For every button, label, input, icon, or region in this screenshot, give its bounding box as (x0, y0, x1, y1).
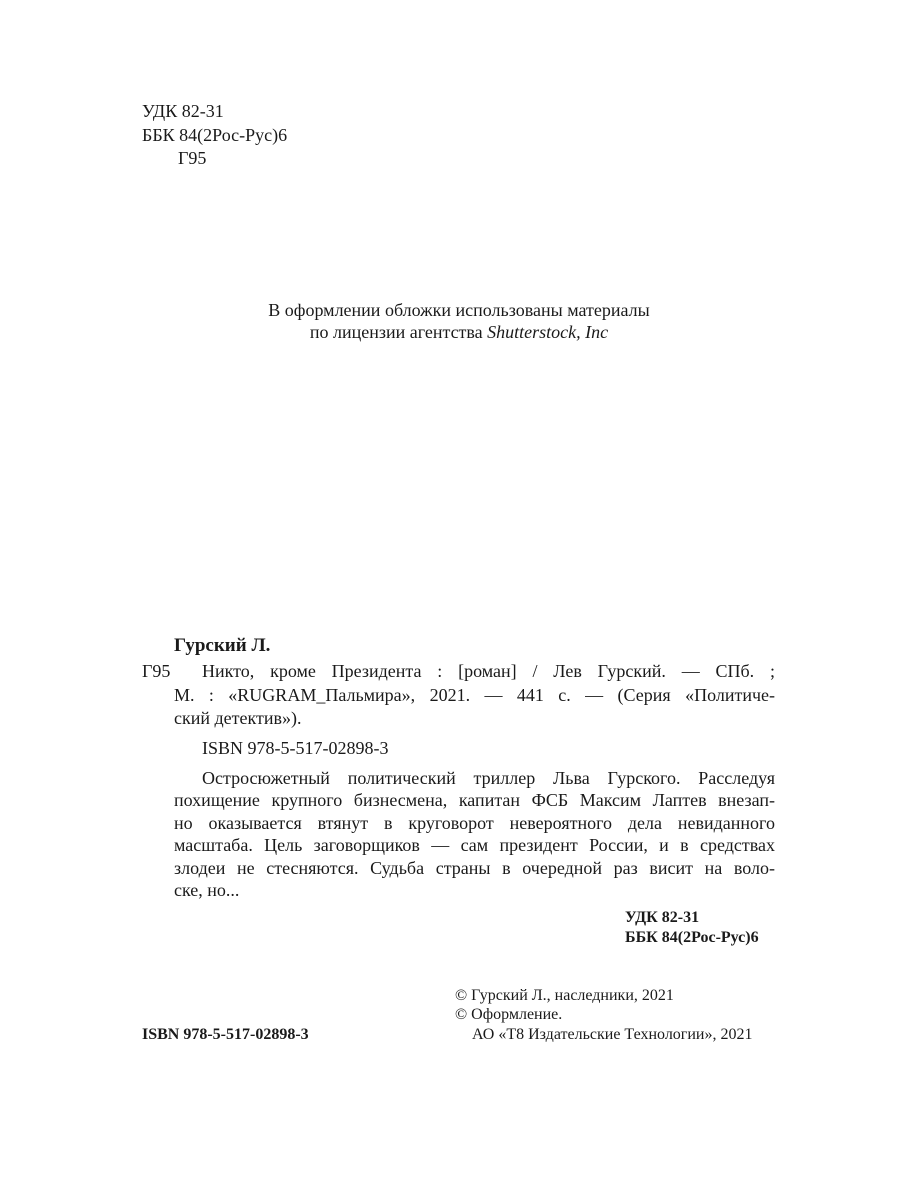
top-bbk: ББК 84(2Рос-Рус)6 (142, 125, 288, 145)
biblio-line: ский детектив»). (174, 708, 302, 728)
copyright-design: © Оформление. (455, 1006, 563, 1023)
annotation-line: ске, но... (174, 880, 240, 900)
cover-note-line2 (0, 321, 900, 343)
footer-isbn: ISBN 978-5-517-02898-3 (142, 1026, 309, 1043)
annotation-line: похищение крупного бизнесмена, капитан ФСБ Максим Лаптев внезап- (174, 790, 775, 810)
annotation-line: но оказывается втянут в круговорот невероятного дела невиданного (174, 813, 775, 833)
record-bbk: ББК 84(2Рос-Рус)6 (625, 929, 759, 946)
record-isbn: ISBN 978-5-517-02898-3 (202, 738, 389, 758)
biblio-line: М. : «RUGRAM_Пальмира», 2021. — 441 с. — (Серия «Политиче- (174, 685, 775, 705)
annotation-line: Остросюжетный политический триллер Льва Гурского. Расследуя (202, 768, 775, 788)
copyright-publisher: АО «Т8 Издательские Технологии», 2021 (472, 1026, 753, 1043)
record-author: Гурский Л. (174, 635, 271, 656)
top-code: Г95 (178, 148, 207, 168)
annotation-line: масштаба. Цель заговорщиков — сам президент России, и в средствах (174, 835, 775, 855)
cover-note-agency: Shutterstock, Inc (487, 322, 609, 342)
record-code: Г95 (142, 661, 171, 681)
biblio-line: Никто, кроме Президента : [роман] / Лев Гурский. — СПб. ; (202, 661, 775, 681)
cover-note-text: по лицензии агентства (309, 322, 488, 342)
copyright-author: © Гурский Л., наследники, 2021 (455, 987, 674, 1004)
top-udk: УДК 82-31 (142, 101, 224, 121)
cover-note-line1: В оформлении обложки использованы материалы (268, 300, 650, 320)
annotation-line: злодеи не стесняются. Судьба страны в очередной раз висит на воло- (174, 858, 775, 878)
record-udk: УДК 82-31 (625, 909, 700, 926)
